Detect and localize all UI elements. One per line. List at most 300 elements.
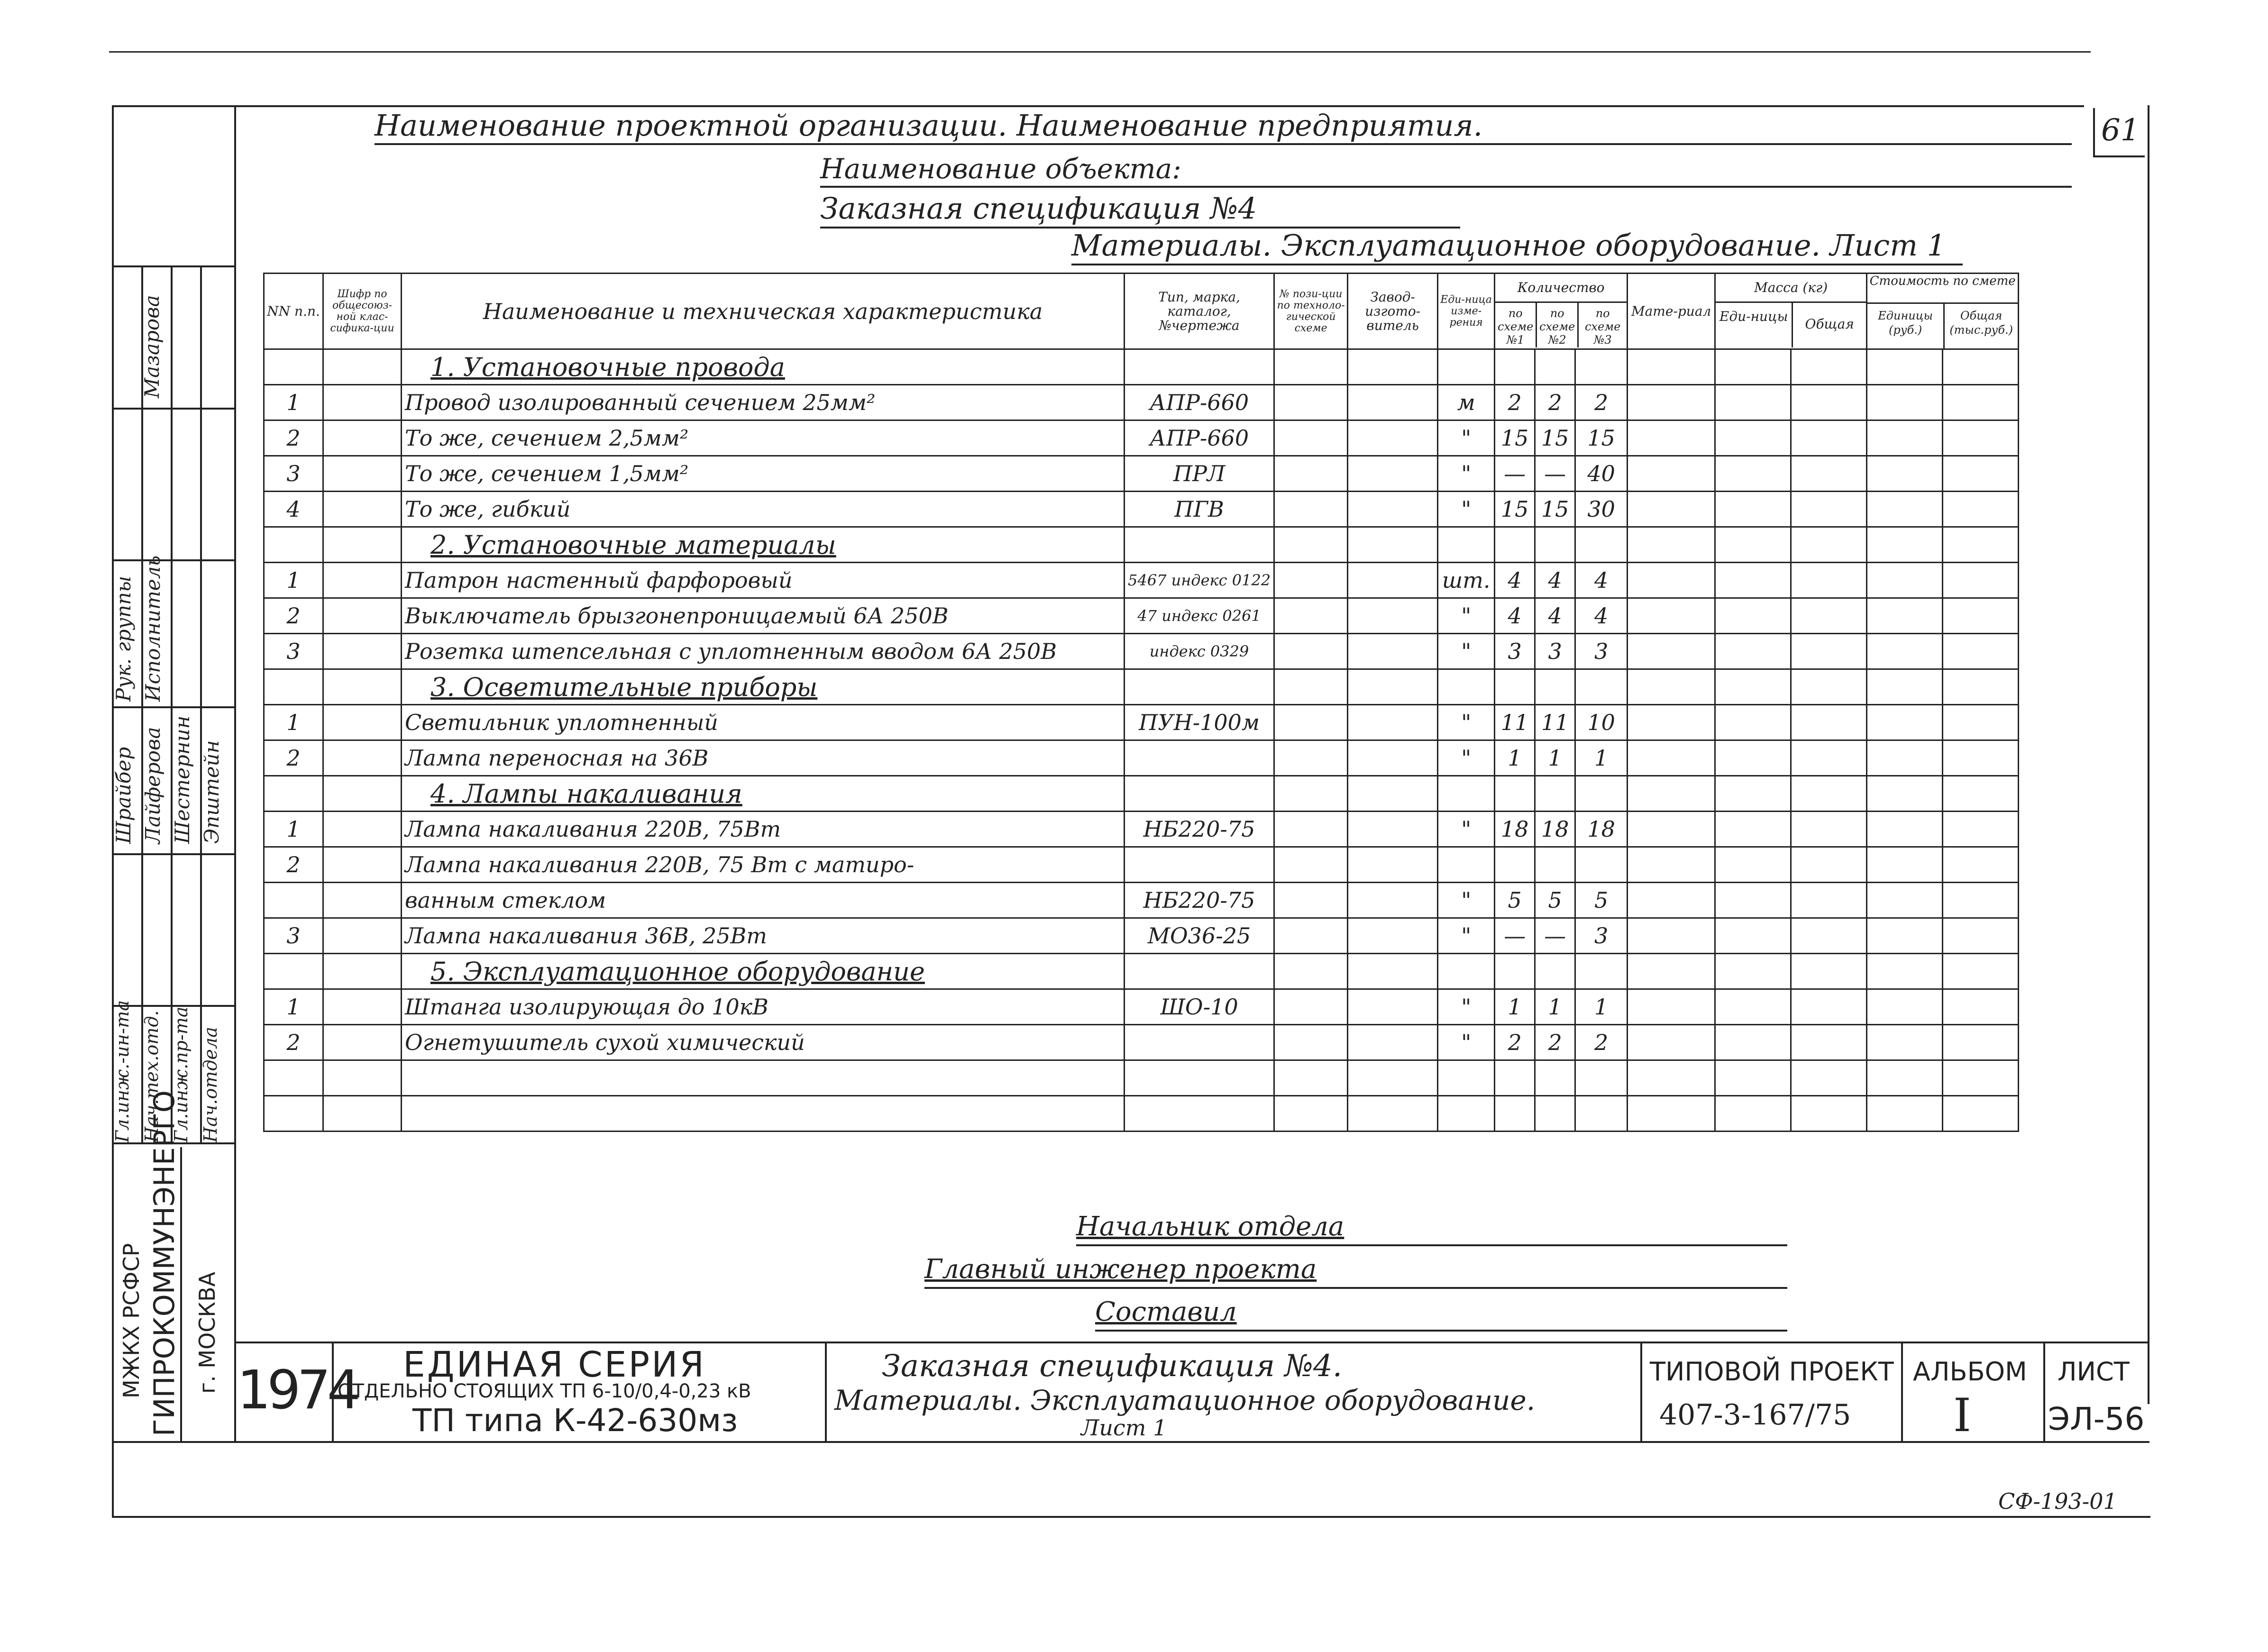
row-pos <box>1274 669 1348 705</box>
row-cipher <box>323 989 402 1025</box>
sign-author-line <box>1095 1330 1787 1332</box>
row-cost-total <box>1943 883 2019 918</box>
row-maker <box>1348 1096 1438 1132</box>
row-type: 5467 индекс 0122 <box>1125 563 1274 598</box>
row-maker <box>1348 705 1438 740</box>
row-unit: " <box>1438 812 1495 847</box>
row-material <box>1628 563 1715 598</box>
table-row <box>264 385 2026 420</box>
row-material <box>1628 349 1715 385</box>
row-mass-unit <box>1715 812 1791 847</box>
row-num: 3 <box>264 918 323 954</box>
section-row <box>264 776 2026 812</box>
row-num <box>264 776 323 812</box>
row-num <box>264 883 323 918</box>
row-gap <box>2019 918 2026 954</box>
org-line: Наименование проектной организации. Наименование предприятия. <box>375 108 2072 145</box>
section-title: 5. Эксплуатационное оборудование <box>402 954 1125 989</box>
row-gap <box>2019 812 2026 847</box>
row-qty3: 10 <box>1575 705 1628 740</box>
row-gap <box>2019 740 2026 776</box>
header-mass: Масса (кг) <box>1716 274 1866 303</box>
row-pos <box>1274 1060 1348 1096</box>
table-row <box>264 812 2026 847</box>
row-cost-unit <box>1867 989 1943 1025</box>
row-qty1: 4 <box>1495 598 1535 634</box>
row-name: То же, сечением 1,5мм² <box>402 456 1125 492</box>
row-pos <box>1274 1025 1348 1060</box>
row-mass-total <box>1791 812 1867 847</box>
sign-head-line <box>1076 1244 1787 1246</box>
row-mass-total <box>1791 989 1867 1025</box>
row-qty3 <box>1575 1096 1628 1132</box>
row-qty2: 4 <box>1535 598 1575 634</box>
row-material <box>1628 456 1715 492</box>
row-cipher <box>323 1060 402 1096</box>
row-num: 2 <box>264 847 323 883</box>
row-qty2 <box>1535 954 1575 989</box>
row-qty3: 18 <box>1575 812 1628 847</box>
row-unit: шт. <box>1438 563 1495 598</box>
row-type <box>1125 1060 1274 1096</box>
row-qty3: 15 <box>1575 420 1628 456</box>
row-cost-unit <box>1867 1060 1943 1096</box>
row-mass-unit <box>1715 1096 1791 1132</box>
row-material <box>1628 989 1715 1025</box>
row-qty2 <box>1535 669 1575 705</box>
row-pos <box>1274 634 1348 669</box>
row-qty2: 15 <box>1535 420 1575 456</box>
row-cost-unit <box>1867 669 1943 705</box>
tb-project-number: 407-3-167/75 <box>1659 1398 1851 1432</box>
frame-top-line <box>112 105 2084 107</box>
top-margin-line <box>109 51 2091 53</box>
row-mass-unit <box>1715 598 1791 634</box>
row-mass-unit <box>1715 1060 1791 1096</box>
row-mass-unit <box>1715 669 1791 705</box>
row-num: 3 <box>264 634 323 669</box>
spec-body <box>264 349 2026 1132</box>
section-title: 4. Лампы накаливания <box>402 776 1125 812</box>
stamp-role-2: Исполнитель <box>141 555 165 702</box>
row-qty1: 15 <box>1495 420 1535 456</box>
tb-project-label: ТИПОВОЙ ПРОЕКТ <box>1650 1357 1894 1387</box>
section-row <box>264 527 2026 563</box>
stamp-role-6: Нач.отдела <box>200 1027 221 1142</box>
row-name: Лампа переносная на 36В <box>402 740 1125 776</box>
row-qty3 <box>1575 349 1628 385</box>
row-cost-unit <box>1867 740 1943 776</box>
row-qty1 <box>1495 527 1535 563</box>
row-mass-total <box>1791 492 1867 527</box>
table-row <box>264 492 2026 527</box>
row-type <box>1125 669 1274 705</box>
row-mass-total <box>1791 349 1867 385</box>
row-pos <box>1274 563 1348 598</box>
row-gap <box>2019 563 2026 598</box>
row-name: Выключатель брызгонепроницаемый 6А 250В <box>402 598 1125 634</box>
row-num <box>264 1096 323 1132</box>
row-name: Лампа накаливания 220В, 75Вт <box>402 812 1125 847</box>
row-cost-unit <box>1867 847 1943 883</box>
row-qty3: 30 <box>1575 492 1628 527</box>
row-cost-total <box>1943 1025 2019 1060</box>
row-gap <box>2019 527 2026 563</box>
row-mass-total <box>1791 669 1867 705</box>
row-cipher <box>323 420 402 456</box>
row-unit: " <box>1438 456 1495 492</box>
row-qty3: 1 <box>1575 740 1628 776</box>
row-material <box>1628 634 1715 669</box>
tb-sheet-label: ЛИСТ <box>2058 1357 2130 1387</box>
frame-inner-left-line <box>234 105 236 1442</box>
header-num: NN п.п. <box>264 274 323 349</box>
row-name: ванным стеклом <box>402 883 1125 918</box>
row-mass-total <box>1791 456 1867 492</box>
row-unit: " <box>1438 492 1495 527</box>
row-cipher <box>323 634 402 669</box>
row-qty3 <box>1575 954 1628 989</box>
row-name: Розетка штепсельная с уплотненным вводом 6А 250В <box>402 634 1125 669</box>
tb-doc-title: Заказная спецификация №4. <box>882 1349 1343 1384</box>
sign-author: Составил <box>1095 1296 1237 1327</box>
row-cipher <box>323 776 402 812</box>
row-maker <box>1348 883 1438 918</box>
sheet-number: 61 <box>2101 113 2140 148</box>
row-mass-total <box>1791 740 1867 776</box>
table-row <box>264 918 2026 954</box>
row-num: 1 <box>264 385 323 420</box>
row-qty1: 1 <box>1495 740 1535 776</box>
row-mass-unit <box>1715 918 1791 954</box>
row-cost-total <box>1943 456 2019 492</box>
row-mass-total <box>1791 954 1867 989</box>
section-row <box>264 954 2026 989</box>
row-mass-total <box>1791 1096 1867 1132</box>
row-cost-unit <box>1867 598 1943 634</box>
row-qty1 <box>1495 954 1535 989</box>
row-pos <box>1274 349 1348 385</box>
row-num <box>264 954 323 989</box>
row-mass-total <box>1791 563 1867 598</box>
row-cost-unit <box>1867 1096 1943 1132</box>
row-type <box>1125 847 1274 883</box>
row-pos <box>1274 883 1348 918</box>
row-name: Провод изолированный сечением 25мм² <box>402 385 1125 420</box>
row-cost-total <box>1943 1060 2019 1096</box>
row-mass-unit <box>1715 847 1791 883</box>
row-material <box>1628 598 1715 634</box>
section-title: 1. Установочные провода <box>402 349 1125 385</box>
tb-series-sub: ОТДЕЛЬНО СТОЯЩИХ ТП 6-10/0,4-0,23 кВ <box>338 1380 751 1402</box>
row-name: Штанга изолирующая до 10кВ <box>402 989 1125 1025</box>
header-gap <box>2019 274 2026 349</box>
row-mass-unit <box>1715 1025 1791 1060</box>
header-cost: Стоимость по смете <box>1867 274 2018 304</box>
row-qty2 <box>1535 527 1575 563</box>
footer-code: СФ-193-01 <box>1998 1488 2117 1514</box>
row-qty2 <box>1535 1060 1575 1096</box>
row-pos <box>1274 598 1348 634</box>
row-material <box>1628 812 1715 847</box>
row-type <box>1125 740 1274 776</box>
row-qty1 <box>1495 349 1535 385</box>
row-cipher <box>323 563 402 598</box>
row-name <box>402 1060 1125 1096</box>
row-num <box>264 349 323 385</box>
row-pos <box>1274 705 1348 740</box>
row-cost-unit <box>1867 705 1943 740</box>
frame-bottom-inner-line <box>112 1441 2149 1443</box>
row-cost-total <box>1943 492 2019 527</box>
row-cost-total <box>1943 812 2019 847</box>
row-type <box>1125 1025 1274 1060</box>
row-gap <box>2019 776 2026 812</box>
row-material <box>1628 420 1715 456</box>
row-qty2: 4 <box>1535 563 1575 598</box>
row-qty2: 1 <box>1535 740 1575 776</box>
row-unit <box>1438 954 1495 989</box>
row-mass-total <box>1791 705 1867 740</box>
row-type: АПР-660 <box>1125 385 1274 420</box>
header-qty3: по схеме №3 <box>1585 307 1621 347</box>
row-unit <box>1438 1096 1495 1132</box>
row-qty1: — <box>1495 456 1535 492</box>
row-gap <box>2019 598 2026 634</box>
row-pos <box>1274 527 1348 563</box>
row-cipher <box>323 527 402 563</box>
row-gap <box>2019 847 2026 883</box>
row-mass-total <box>1791 1025 1867 1060</box>
row-pos <box>1274 918 1348 954</box>
row-material <box>1628 776 1715 812</box>
row-type <box>1125 776 1274 812</box>
row-pos <box>1274 812 1348 847</box>
header-mass-unit: Еди-ницы <box>1716 303 1793 347</box>
row-maker <box>1348 527 1438 563</box>
row-mass-unit <box>1715 420 1791 456</box>
row-name: То же, сечением 2,5мм² <box>402 420 1125 456</box>
table-row <box>264 420 2026 456</box>
header-cost-group <box>1867 274 2019 349</box>
header-material: Мате-риал <box>1628 274 1715 349</box>
row-qty3 <box>1575 776 1628 812</box>
tb-year: 1974 <box>237 1360 357 1421</box>
tb-album-label: АЛЬБОМ <box>1913 1357 2027 1387</box>
row-qty3 <box>1575 669 1628 705</box>
row-mass-total <box>1791 527 1867 563</box>
stamp-name-1: Мазарова <box>140 295 164 398</box>
section-title: 2. Установочные материалы <box>402 527 1125 563</box>
row-qty2: 2 <box>1535 385 1575 420</box>
row-unit: " <box>1438 598 1495 634</box>
row-pos <box>1274 456 1348 492</box>
table-row <box>264 456 2026 492</box>
tb-div-2 <box>825 1342 827 1441</box>
row-qty1 <box>1495 847 1535 883</box>
row-type: НБ220-75 <box>1125 883 1274 918</box>
header-cost-total: Общая (тыс.руб.) <box>1949 309 2013 337</box>
header-mass-sub <box>1716 303 1866 347</box>
row-mass-total <box>1791 1060 1867 1096</box>
header-qty-sub <box>1495 303 1627 347</box>
row-gap <box>2019 385 2026 420</box>
row-cost-total <box>1943 527 2019 563</box>
row-name <box>402 1096 1125 1132</box>
row-material <box>1628 527 1715 563</box>
row-cipher <box>323 812 402 847</box>
row-name: Огнетушитель сухой химический <box>402 1025 1125 1060</box>
row-cipher <box>323 669 402 705</box>
row-material <box>1628 847 1715 883</box>
row-maker <box>1348 954 1438 989</box>
stamp-name-4: Шестернин <box>171 715 194 844</box>
table-row <box>264 563 2026 598</box>
row-pos <box>1274 989 1348 1025</box>
spec-title: Заказная спецификация №4 <box>820 191 1460 228</box>
row-gap <box>2019 1096 2026 1132</box>
row-qty3 <box>1575 847 1628 883</box>
stamp-city: г. МОСКВА <box>194 1271 220 1394</box>
row-type: 47 индекс 0261 <box>1125 598 1274 634</box>
row-material <box>1628 385 1715 420</box>
row-name: Светильник уплотненный <box>402 705 1125 740</box>
section-title: 3. Осветительные приборы <box>402 669 1125 705</box>
row-maker <box>1348 385 1438 420</box>
row-num: 1 <box>264 705 323 740</box>
row-mass-total <box>1791 385 1867 420</box>
row-qty1: 18 <box>1495 812 1535 847</box>
row-cipher <box>323 705 402 740</box>
stamp-ministry: МЖКХ РСФСР <box>119 1243 144 1398</box>
row-gap <box>2019 989 2026 1025</box>
table-row <box>264 634 2026 669</box>
stamp-org: ГИПРОКОММУНЭНЕРГО <box>148 1090 181 1436</box>
row-type: ПГВ <box>1125 492 1274 527</box>
row-maker <box>1348 492 1438 527</box>
row-maker <box>1348 456 1438 492</box>
row-qty3: 5 <box>1575 883 1628 918</box>
row-cost-unit <box>1867 918 1943 954</box>
row-qty2: 1 <box>1535 989 1575 1025</box>
row-num: 3 <box>264 456 323 492</box>
row-cost-total <box>1943 563 2019 598</box>
row-cipher <box>323 740 402 776</box>
row-num: 2 <box>264 598 323 634</box>
row-cost-unit <box>1867 883 1943 918</box>
row-cost-total <box>1943 634 2019 669</box>
row-mass-total <box>1791 420 1867 456</box>
row-unit <box>1438 669 1495 705</box>
row-unit: " <box>1438 918 1495 954</box>
row-material <box>1628 883 1715 918</box>
row-gap <box>2019 954 2026 989</box>
title-block-top <box>234 1342 2149 1343</box>
row-qty1: 5 <box>1495 883 1535 918</box>
row-mass-unit <box>1715 385 1791 420</box>
row-cost-total <box>1943 705 2019 740</box>
row-pos <box>1274 420 1348 456</box>
tb-div-3 <box>1640 1342 1642 1441</box>
table-row <box>264 705 2026 740</box>
row-cost-total <box>1943 954 2019 989</box>
header-qty-group <box>1495 274 1628 349</box>
row-pos <box>1274 740 1348 776</box>
row-type <box>1125 527 1274 563</box>
header-maker: Завод-изгото-витель <box>1348 274 1438 349</box>
row-gap <box>2019 492 2026 527</box>
table-header-row <box>264 274 2026 349</box>
row-cost-unit <box>1867 1025 1943 1060</box>
row-material <box>1628 492 1715 527</box>
row-qty2: 5 <box>1535 883 1575 918</box>
row-material <box>1628 705 1715 740</box>
row-num: 2 <box>264 1025 323 1060</box>
row-num: 1 <box>264 812 323 847</box>
row-unit: " <box>1438 420 1495 456</box>
tb-series: ЕДИНАЯ СЕРИЯ <box>403 1344 706 1385</box>
tb-doc-sheet: Лист 1 <box>1081 1415 1167 1441</box>
row-cost-unit <box>1867 812 1943 847</box>
row-cost-unit <box>1867 456 1943 492</box>
object-line: Наименование объекта: <box>820 152 2072 188</box>
tb-doc-sub: Материалы. Эксплуатационное оборудование. <box>834 1384 1536 1416</box>
row-qty1 <box>1495 1096 1535 1132</box>
row-mass-unit <box>1715 563 1791 598</box>
row-name: Лампа накаливания 36В, 25Вт <box>402 918 1125 954</box>
row-gap <box>2019 456 2026 492</box>
row-type: ШО-10 <box>1125 989 1274 1025</box>
row-mass-unit <box>1715 883 1791 918</box>
row-material <box>1628 669 1715 705</box>
row-cost-unit <box>1867 954 1943 989</box>
row-cipher <box>323 847 402 883</box>
row-cost-total <box>1943 420 2019 456</box>
row-mass-unit <box>1715 740 1791 776</box>
row-mass-unit <box>1715 349 1791 385</box>
row-mass-unit <box>1715 527 1791 563</box>
row-type: индекс 0329 <box>1125 634 1274 669</box>
row-cost-unit <box>1867 349 1943 385</box>
row-maker <box>1348 420 1438 456</box>
row-type: МО36-25 <box>1125 918 1274 954</box>
row-name: То же, гибкий <box>402 492 1125 527</box>
row-mass-unit <box>1715 776 1791 812</box>
row-qty3: 2 <box>1575 385 1628 420</box>
row-unit <box>1438 776 1495 812</box>
row-qty1 <box>1495 1060 1535 1096</box>
stamp-role-4: Нач.тех.отд. <box>141 1010 162 1142</box>
table-row <box>264 598 2026 634</box>
row-type: ПУН-100м <box>1125 705 1274 740</box>
row-gap <box>2019 883 2026 918</box>
row-cost-total <box>1943 740 2019 776</box>
sign-chief: Главный инженер проекта <box>924 1254 1317 1285</box>
row-unit: " <box>1438 634 1495 669</box>
row-type <box>1125 1096 1274 1132</box>
row-qty2 <box>1535 847 1575 883</box>
table-row <box>264 1025 2026 1060</box>
row-gap <box>2019 420 2026 456</box>
row-cost-total <box>1943 385 2019 420</box>
row-cipher <box>323 349 402 385</box>
row-qty2 <box>1535 1096 1575 1132</box>
row-pos <box>1274 954 1348 989</box>
row-type: ПРЛ <box>1125 456 1274 492</box>
row-cost-total <box>1943 349 2019 385</box>
row-mass-total <box>1791 883 1867 918</box>
row-num: 2 <box>264 740 323 776</box>
